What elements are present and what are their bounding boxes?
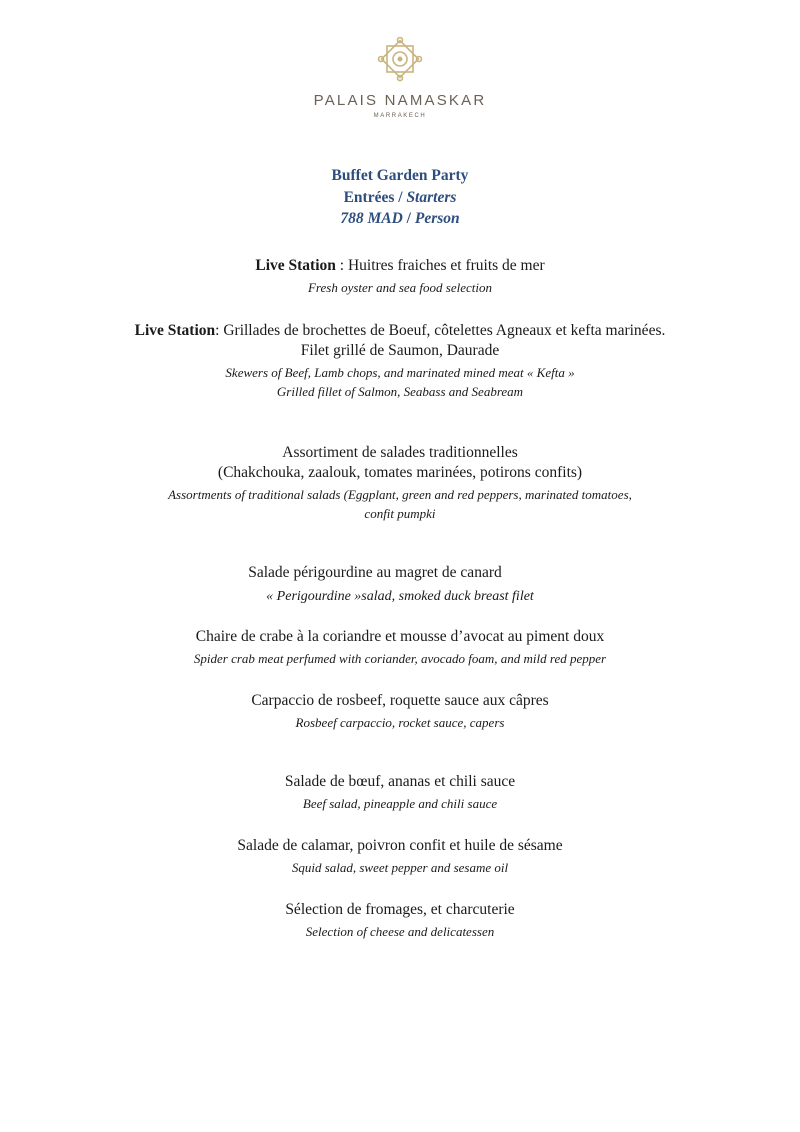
item-separator: :: [215, 322, 224, 339]
item-label: Live Station: [255, 257, 336, 274]
item-english: Rosbeef carpaccio, rocket sauce, capers: [295, 715, 505, 730]
item-french: Assortiment de salades traditionnelles: [282, 444, 518, 461]
subtitle-en: Starters: [406, 188, 457, 206]
item-english-line2: Grilled fillet of Salmon, Seabass and Seabream: [276, 384, 524, 399]
subtitle-fr: Entrées: [343, 188, 395, 206]
item-english: « Perigourdine »salad, smoked duck breast filet: [266, 589, 534, 604]
item-english: Selection of cheese and delicatessen: [305, 924, 495, 939]
item-english: Spider crab meat perfumed with coriander, avocado foam, and mild red pepper: [193, 651, 607, 666]
brand-logo: [0, 36, 800, 119]
menu-header: [0, 165, 800, 230]
brand-name: PALAIS NAMASKAR: [313, 92, 487, 109]
item-separator: :: [335, 257, 348, 274]
item-french: [0, 321, 800, 341]
menu-item: [0, 321, 800, 401]
item-english: Squid salad, sweet pepper and sesame oil: [291, 860, 509, 875]
menu-price: [0, 208, 800, 230]
item-english: Assortments of traditional salads (Eggplant, green and red peppers, marinated tomatoes,: [168, 487, 632, 502]
menu-item: [0, 627, 800, 668]
brand-city: MARRAKECH: [373, 113, 427, 119]
menu-item: [0, 256, 800, 297]
item-french: Salade de calamar, poivron confit et huile de sésame: [237, 837, 563, 854]
item-french-text: Huitres fraiches et fruits de mer: [347, 257, 545, 274]
item-french-line2: Filet grillé de Saumon, Daurade: [300, 342, 500, 359]
item-label: Live Station: [134, 322, 216, 339]
subtitle-separator: /: [394, 188, 407, 206]
price-value: 788 MAD: [340, 210, 403, 227]
menu-item: [0, 563, 775, 583]
item-french: Salade de bœuf, ananas et chili sauce: [284, 773, 516, 790]
menu-item: [0, 900, 800, 941]
menu-item: [0, 443, 800, 523]
item-french: Carpaccio de rosbeef, roquette sauce aux câpres: [251, 692, 549, 709]
item-english: Skewers of Beef, Lamb chops, and marinated mined meat « Kefta »: [225, 365, 575, 380]
menu-item: [0, 691, 800, 732]
menu-item: [0, 772, 800, 813]
menu-title: Buffet Garden Party: [331, 167, 469, 184]
item-french: Chaire de crabe à la coriandre et mousse d’avocat au piment doux: [195, 628, 605, 645]
menu-item: [0, 836, 800, 877]
item-french: Salade périgourdine au magret de canard: [248, 564, 502, 581]
item-french: Sélection de fromages, et charcuterie: [285, 901, 515, 918]
menu-subtitle: [0, 187, 800, 209]
item-french: [0, 256, 800, 276]
item-french-line2: (Chakchouka, zaalouk, tomates marinées, potirons confits): [217, 464, 583, 481]
item-english-line2: confit pumpki: [364, 506, 436, 521]
item-french-text: Grillades de brochettes de Boeuf, côtelettes Agneaux et kefta marinées.: [223, 322, 666, 339]
item-english: Beef salad, pineapple and chili sauce: [302, 796, 498, 811]
ornament-star-icon: [377, 36, 423, 82]
price-separator: /: [402, 210, 415, 227]
price-unit: Person: [414, 210, 460, 227]
menu-item-english: [0, 585, 800, 606]
item-english: Fresh oyster and sea food selection: [307, 280, 492, 295]
